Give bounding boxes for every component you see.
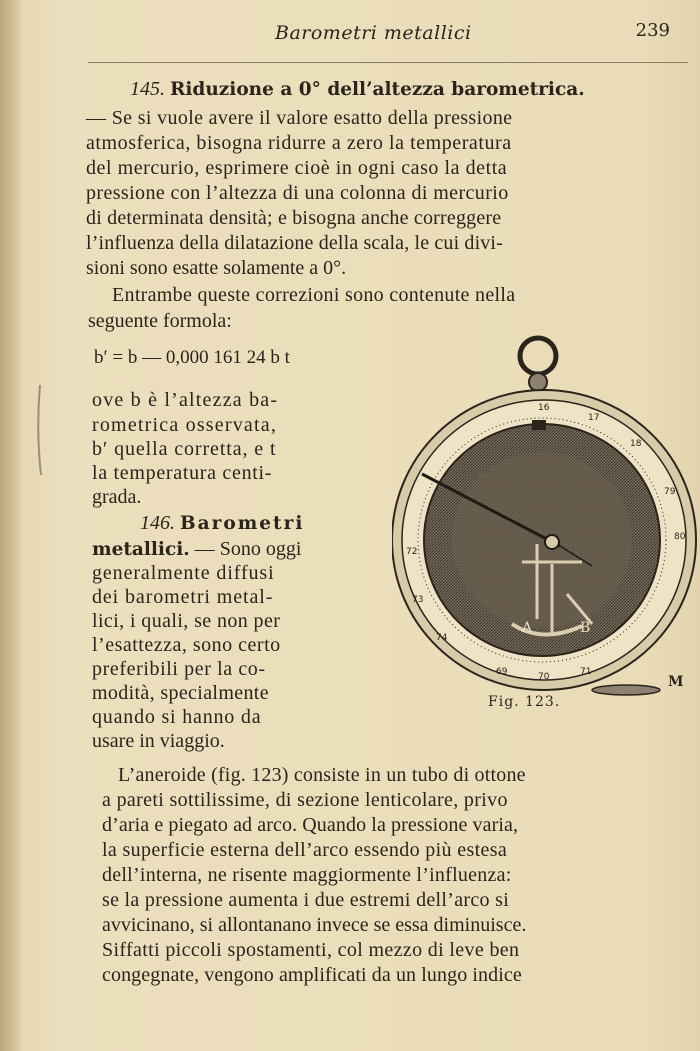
section-146-title: Barometri (180, 513, 305, 534)
s146-line-6: preferibili per la co- (92, 658, 266, 680)
body-line-7: avvicinano, si allontanano invece se essa diminuisce. (102, 914, 527, 936)
section-145-number: 145. (130, 78, 165, 100)
pointer-pivot (545, 535, 559, 549)
s146-line-8: quando si hanno da (92, 706, 262, 728)
s145-line-8: Entrambe queste correzioni sono contenute nella (112, 284, 516, 306)
explain-line-3: b′ quella corretta, e t (92, 438, 277, 460)
dial-number: 80 (674, 532, 686, 542)
s146-line-2: generalmente diffusi (92, 562, 275, 584)
running-head: Barometri metallici (275, 22, 472, 44)
s145-line-1: — Se si vuole avere il valore esatto della pressione (86, 107, 513, 129)
section-146-line-1 (92, 537, 301, 562)
dial-number: 70 (538, 672, 550, 682)
s146-line-5: l’esattezza, sono certo (92, 634, 281, 656)
body-line-9: congegnate, vengono amplificati da un lungo indice (102, 964, 522, 986)
inner-mechanism (452, 452, 632, 628)
s146-line-7: modità, specialmente (92, 682, 269, 704)
label-b: B (580, 620, 591, 636)
dial-number: 18 (630, 439, 642, 449)
body-line-2: a pareti sottilissime, di sezione lenticolare, privo (102, 789, 508, 811)
page-header (60, 18, 680, 58)
body-line-6: se la pressione aumenta i due estremi dell’arco si (102, 889, 510, 911)
dial-number: 72 (406, 547, 418, 557)
explain-line-5: grada. (92, 486, 142, 508)
explain-line-1: ove b è l’altezza ba- (92, 389, 279, 411)
top-screw (532, 420, 546, 430)
body-line-8: Siffatti piccoli spostamenti, col mezzo di leve ben (102, 939, 520, 961)
body-line-1: L’aneroide (fig. 123) consiste in un tubo di ottone (118, 764, 526, 786)
s145-line-3: del mercurio, esprimere cioè in ogni caso la detta (86, 157, 508, 179)
dial-number: 69 (496, 667, 508, 677)
s146-text-1: — Sono oggi (194, 538, 302, 560)
s145-line-4: pressione con l’altezza di una colonna di mercurio (86, 182, 509, 204)
s145-line-7: sioni sono esatte solamente a 0°. (86, 257, 347, 279)
dial-number: 17 (588, 413, 600, 423)
page-number: 239 (635, 20, 670, 41)
s145-line-9: seguente formola: (88, 310, 232, 332)
dial-number: 71 (580, 667, 592, 677)
dial-number: 73 (412, 595, 424, 605)
label-a: A (522, 620, 533, 636)
dial-number: 79 (664, 487, 676, 497)
section-145-title: Riduzione a 0° dell’altezza barometrica. (170, 79, 585, 100)
pencil-mark (34, 385, 46, 475)
explain-line-2: rometrica osservata, (92, 414, 278, 436)
ring-mount (529, 373, 547, 391)
s146-line-9: usare in viaggio. (92, 730, 225, 752)
s145-line-6: l’influenza della dilatazione della scala, le cui divi- (86, 232, 503, 254)
body-line-4: la superficie esterna dell’arco essendo più estesa (102, 839, 508, 861)
body-line-5: dell’interna, ne risente maggiormente l’influenza: (102, 864, 512, 886)
dial-number: 16 (538, 403, 550, 413)
section-146-number: 146. (140, 512, 175, 534)
label-m: M (668, 674, 684, 690)
section-146-title-2: metallici. (92, 539, 190, 560)
section-145-heading (130, 77, 585, 102)
section-146-heading (140, 511, 304, 536)
page-gutter (0, 0, 22, 1051)
s146-line-4: lici, i quali, se non per (92, 610, 281, 632)
body-line-3: d’aria e piegato ad arco. Quando la pressione varia, (102, 814, 519, 836)
explain-line-4: la temperatura centi- (92, 462, 273, 484)
s145-line-2: atmosferica, bisogna ridurre a zero la temperatura (86, 132, 512, 154)
s145-line-5: di determinata densità; e bisogna anche correggere (86, 207, 502, 229)
formula: b′ = b — 0,000 161 24 b t (94, 347, 290, 368)
adjusting-screw-m (592, 685, 660, 695)
header-rule (88, 62, 688, 63)
hanging-ring (520, 338, 556, 374)
aneroid-barometer-figure (392, 334, 698, 714)
figure-caption: Fig. 123. (488, 694, 561, 710)
dial-number: 74 (436, 633, 448, 643)
s146-line-3: dei barometri metal- (92, 586, 274, 608)
